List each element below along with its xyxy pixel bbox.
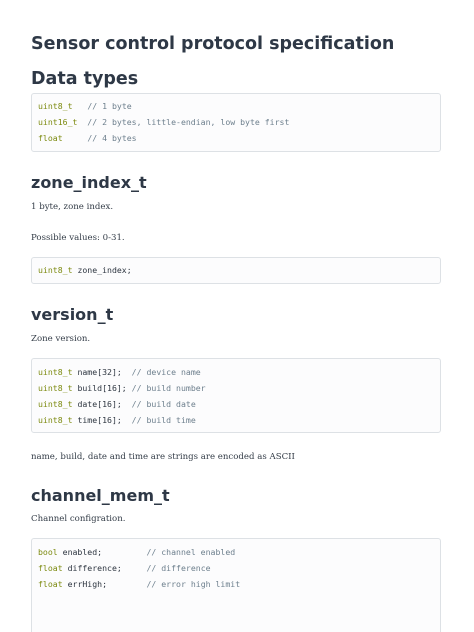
code-line: uint8_t zone_index; [38, 265, 132, 275]
page-title: Sensor control protocol specification [31, 34, 395, 54]
code-line: float // 4 bytes [38, 133, 137, 143]
code-block-channel-mem-t [31, 538, 441, 632]
paragraph-zone-index-description: 1 byte, zone index. [31, 202, 114, 212]
section-heading-zone-index-t: zone_index_t [31, 173, 147, 192]
code-line: uint8_t build[16]; // build number [38, 383, 206, 393]
code-block-zone-index-t [31, 257, 441, 284]
code-line: uint16_t // 2 bytes, little-endian, low byte first [38, 117, 290, 127]
section-heading-data-types: Data types [31, 69, 139, 89]
section-heading-version-t: version_t [31, 305, 114, 324]
code-line: uint8_t time[16]; // build time [38, 415, 196, 425]
code-line: bool enabled; // channel enabled [38, 547, 236, 557]
paragraph-possible-values: Possible values: 0-31. [31, 233, 125, 243]
paragraph-channel-description: Channel configration. [31, 514, 126, 524]
code-block-version-t [31, 358, 441, 433]
code-block-data-types [31, 93, 441, 152]
code-line: float difference; // difference [38, 563, 211, 573]
code-line: float errHigh; // error high limit [38, 579, 241, 589]
code-line: uint8_t // 1 byte [38, 101, 132, 111]
paragraph-version-note: name, build, date and time are strings are encoded as ASCII [31, 452, 295, 462]
paragraph-version-description: Zone version. [31, 334, 91, 344]
code-line: uint8_t date[16]; // build date [38, 399, 196, 409]
code-line: uint8_t name[32]; // device name [38, 367, 201, 377]
section-heading-channel-mem-t: channel_mem_t [31, 486, 170, 505]
